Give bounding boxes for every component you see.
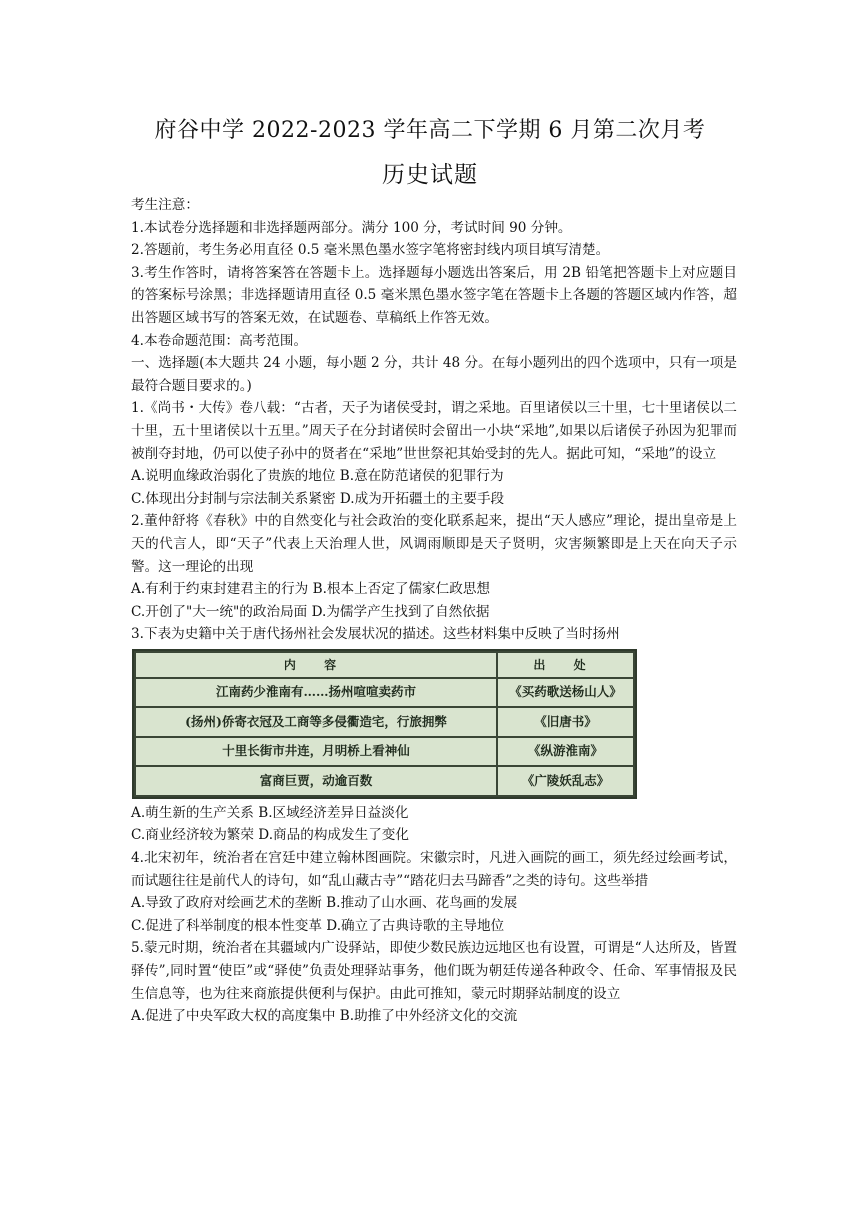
exam-body — [131, 194, 737, 1028]
question-stem: 1.《尚书・大传》卷八载：“古者，天子为诸侯受封，谓之采地。百里诸侯以三十里，七十里诸侯以二十里，五十里诸侯以十五里。”周天子在分封诸侯时会留出一小块“采地”,如果以后诸侯子孙因为犯罪而被削夺封地，仍可以使子孙中的贤者在“采地”世世祭祀其始受封的先人。据此可知，“采地”的设立 — [131, 400, 737, 462]
question-stem: 2.董仲舒将《春秋》中的自然变化与社会政治的变化联系起来，提出“天人感应”理论，提出皇帝是上天的代言人，即“天子”代表上天治理人世，风调雨顺即是天子贤明，灾害频繁即是上天在向天子示警。这一理论的出现 — [131, 513, 737, 575]
question-options: C.促进了科举制度的根本性变革 D.确立了古典诗歌的主导地位 — [131, 917, 505, 934]
question-options: A.促进了中央军政大权的高度集中 B.助推了中外经济文化的交流 — [131, 1008, 518, 1025]
question-options: A.说明血缘政治弱化了贵族的地位 B.意在防范诸侯的犯罪行为 — [131, 468, 504, 485]
question-options: A.萌生新的生产关系 B.区域经济差异日益淡化 — [131, 804, 409, 821]
notice-item: 2.答题前，考生务必用直径 0.5 毫米黑色墨水签字笔将密封线内项目填写清楚。 — [131, 242, 610, 259]
question-options: A.导致了政府对绘画艺术的垄断 B.推动了山水画、花鸟画的发展 — [131, 895, 518, 912]
table-cell: (扬州)侨寄衣冠及工商等多侵衢造宅，行旅拥弊 — [135, 707, 497, 737]
notice-item: 3.考生作答时，请将答案答在答题卡上。选择题每小题选出答案后，用 2B 铅笔把答题卡上对应题目的答案标号涂黑；非选择题请用直径 0.5 毫米黑色墨水签字笔在答题卡上各题的答题区域内作答，超出答题区域书写的答案无效，在试题卷、草稿纸上作答无效。 — [131, 264, 737, 326]
question-stem: 3.下表为史籍中关于唐代扬州社会发展状况的描述。这些材料集中反映了当时扬州 — [131, 626, 620, 643]
table-header-row — [135, 652, 634, 678]
table-cell: 《纵游淮南》 — [497, 737, 634, 767]
table-row — [135, 766, 634, 796]
notice-heading: 考生注意： — [131, 197, 199, 213]
table-cell: 《广陵妖乱志》 — [497, 766, 634, 796]
table-cell: 《旧唐书》 — [497, 707, 634, 737]
table-row — [135, 707, 634, 737]
section-heading: 一、选择题(本大题共 24 小题，每小题 2 分，共计 48 分。在每小题列出的四个选项中，只有一项是最符合题目要求的。) — [131, 355, 737, 394]
question-options: C.开创了"大一统"的政治局面 D.为儒学产生找到了自然依据 — [131, 603, 490, 620]
question-options: A.有利于约束封建君主的行为 B.根本上否定了儒家仁政思想 — [131, 581, 491, 598]
notice-item: 1.本试卷分选择题和非选择题两部分。满分 100 分，考试时间 90 分钟。 — [131, 219, 572, 236]
exam-title: 府谷中学 2022-2023 学年高二下学期 6 月第二次月考 — [154, 118, 706, 143]
table-cell: 江南药少淮南有……扬州喧喧卖药市 — [135, 678, 497, 708]
question-options: C.商业经济较为繁荣 D.商品的构成发生了变化 — [131, 827, 409, 844]
table-cell: 十里长街市井连，月明桥上看神仙 — [135, 737, 497, 767]
source-table — [132, 649, 637, 799]
question-options: C.体现出分封制与宗法制关系紧密 D.成为开拓疆土的主要手段 — [131, 490, 505, 507]
notice-item: 4.本卷命题范围：高考范围。 — [131, 332, 308, 349]
table-row — [135, 737, 634, 767]
table-cell: 富商巨贾，动逾百数 — [135, 766, 497, 796]
question-stem: 4.北宋初年，统治者在宫廷中建立翰林图画院。宋徽宗时，凡进入画院的画工，须先经过绘画考试，而试题往往是前代人的诗句，如“乱山藏古寺”“踏花归去马蹄香”之类的诗句。这些举措 — [131, 850, 737, 889]
table-row — [135, 678, 634, 708]
exam-subtitle: 历史试题 — [382, 162, 478, 188]
question-stem: 5.蒙元时期，统治者在其疆域内广设驿站，即使少数民族边远地区也有设置，可谓是“人达所及，皆置驿传”,同时置“使臣”或“驿使”负责处理驿站事务，他们既为朝廷传递各种政令、任命、军事情报及民生信息等，也为往来商旅提供便利与保护。由此可推知，蒙元时期驿站制度的设立 — [131, 940, 737, 1002]
table-cell: 《买药歌送杨山人》 — [497, 678, 634, 708]
table-header-cell: 出 处 — [497, 652, 634, 678]
table-header-cell: 内 容 — [135, 652, 497, 678]
